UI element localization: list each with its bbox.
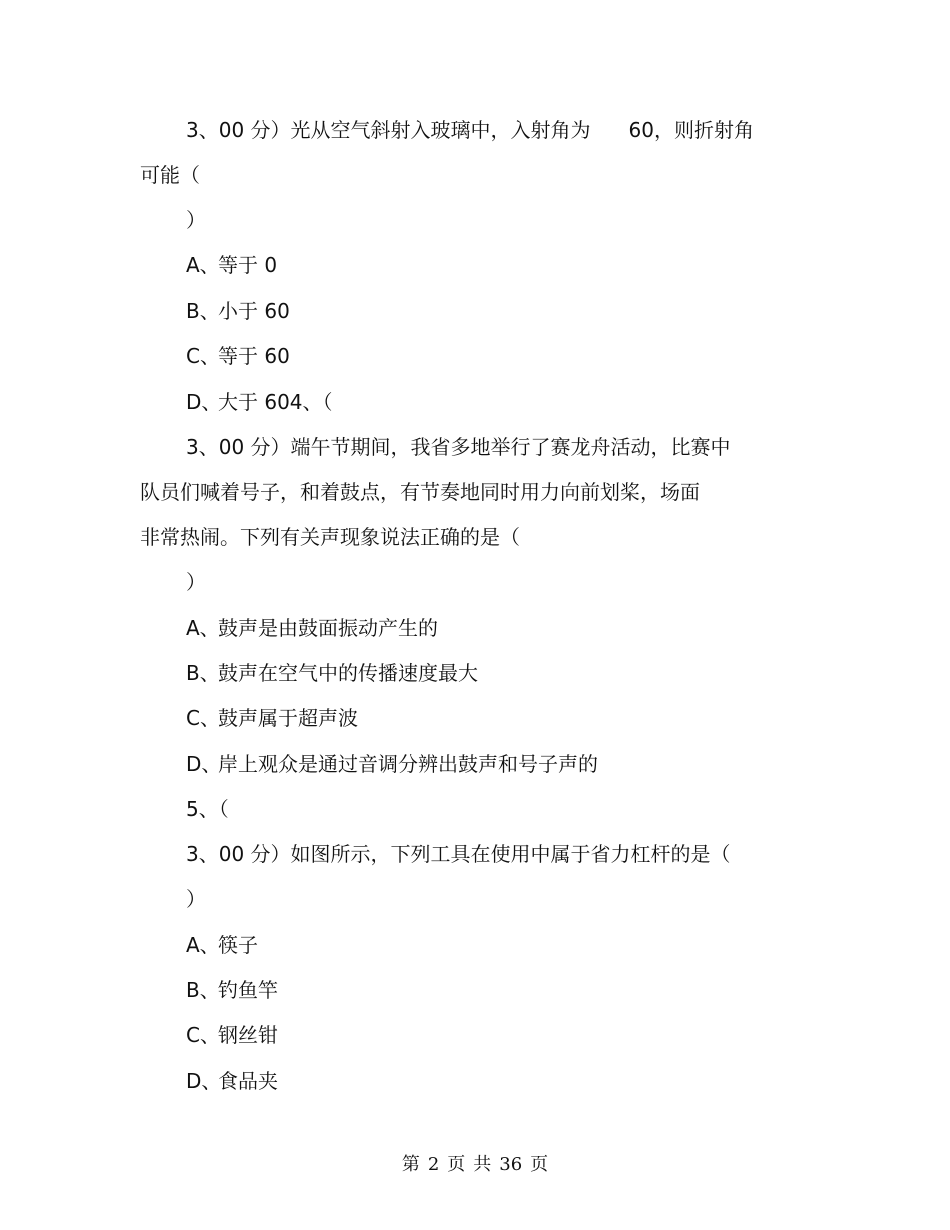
- question-line: 3、00 分）端午节期间，我省多地举行了赛龙舟活动，比赛中: [186, 435, 731, 459]
- option-label: B、: [186, 978, 220, 1002]
- option-b: [186, 976, 278, 1004]
- option-text: 钓鱼竿: [218, 978, 278, 1002]
- question-number: 5、（: [186, 797, 229, 821]
- question-line: 3、00 分）如图所示，下列工具在使用中属于省力杠杆的是（: [186, 842, 731, 866]
- option-text: 小于 60: [218, 299, 290, 323]
- option-label: B、: [186, 299, 220, 323]
- option-d: [186, 388, 333, 416]
- option-label: C、: [186, 344, 220, 368]
- option-a: [186, 251, 277, 279]
- option-text: 鼓声是由鼓面振动产生的: [218, 616, 438, 640]
- option-label: D、: [186, 1069, 222, 1093]
- option-label: C、: [186, 706, 220, 730]
- question-text: 3、00 分）光从空气斜射入玻璃中，入射角为: [186, 118, 591, 142]
- option-text: 等于 60: [218, 344, 290, 368]
- current-page-number: 2: [427, 1154, 440, 1175]
- footer-gong: 共: [473, 1154, 492, 1175]
- option-c: [186, 342, 290, 370]
- option-b: [186, 297, 290, 325]
- option-text: 岸上观众是通过音调分辨出鼓声和号子声的: [218, 752, 598, 776]
- question-line: ）: [186, 208, 206, 232]
- option-c: [186, 1021, 278, 1049]
- option-label: A、: [186, 253, 220, 277]
- question-line: 可能（: [140, 163, 200, 187]
- option-c: [186, 704, 358, 732]
- option-text: 钢丝钳: [218, 1023, 278, 1047]
- option-text: 鼓声在空气中的传播速度最大: [218, 661, 478, 685]
- option-label: C、: [186, 1023, 220, 1047]
- option-label: A、: [186, 616, 220, 640]
- footer-ye: 页: [530, 1154, 549, 1175]
- footer-di: 第: [401, 1154, 420, 1175]
- option-text: 鼓声属于超声波: [218, 706, 358, 730]
- question-line: 非常热闹。下列有关声现象说法正确的是（: [140, 525, 520, 549]
- option-text: 筷子: [218, 933, 258, 957]
- total-pages-number: 36: [499, 1154, 523, 1175]
- question-line: 队员们喊着号子，和着鼓点，有节奏地同时用力向前划桨，场面: [140, 480, 700, 504]
- option-d: [186, 750, 598, 778]
- question-line: [186, 116, 754, 144]
- option-label: D、: [186, 390, 222, 414]
- page-footer: [0, 1152, 950, 1178]
- option-a: [186, 614, 438, 642]
- option-b: [186, 659, 478, 687]
- question-line: ）: [186, 887, 206, 911]
- option-text: 食品夹: [218, 1069, 278, 1093]
- option-label: D、: [186, 752, 222, 776]
- option-d: [186, 1067, 278, 1095]
- option-text: 等于 0: [218, 253, 278, 277]
- option-label: A、: [186, 933, 220, 957]
- option-a: [186, 931, 258, 959]
- option-label: B、: [186, 661, 220, 685]
- question-text: 60，则折射角: [628, 118, 754, 142]
- footer-ye: 页: [447, 1154, 466, 1175]
- question-line: ）: [186, 570, 206, 594]
- option-text: 大于 604、（: [218, 390, 333, 414]
